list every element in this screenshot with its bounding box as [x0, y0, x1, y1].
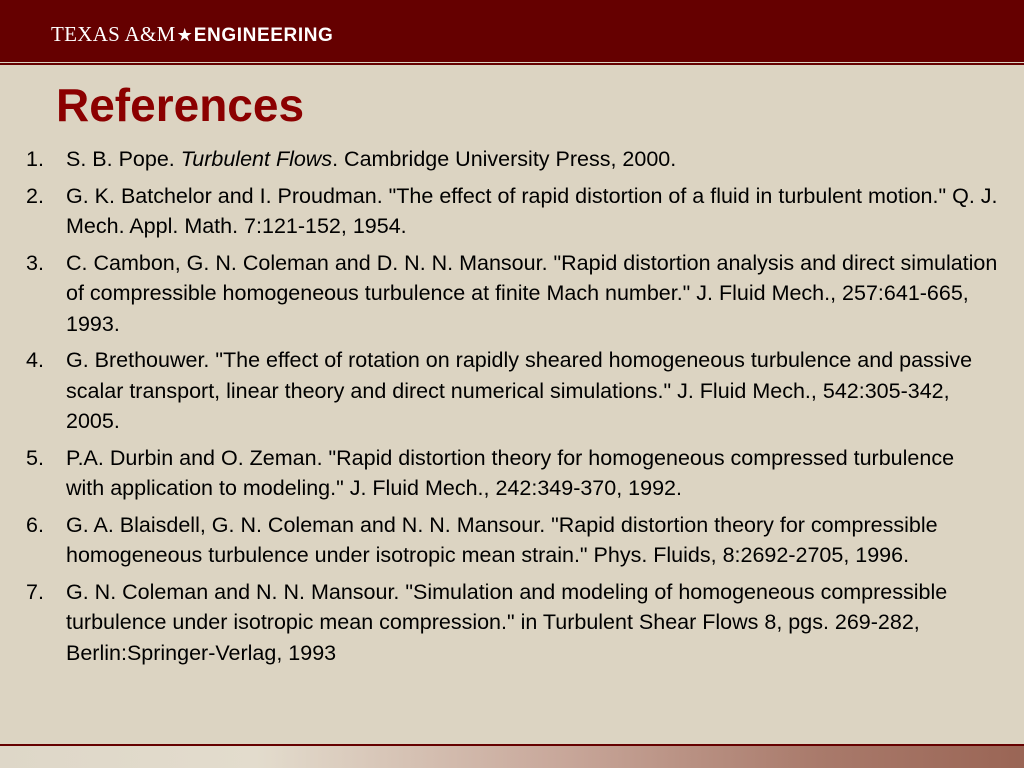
reference-pre: S. B. Pope. [66, 147, 181, 171]
reference-pre: P.A. Durbin and O. Zeman. "Rapid distortion theory for homogeneous compressed turbulence with application to modeling." J. Fluid Mech., 242:349-370, 1992. [66, 445, 955, 500]
reference-item [26, 577, 998, 669]
reference-pre: C. Cambon, G. N. Coleman and D. N. N. Mansour. "Rapid distortion analysis and direct simulation of compressible homogeneous turbulence at finite Mach number." J. Fluid Mech., 257:641-665, 1993. [66, 250, 998, 336]
reference-pre: G. N. Coleman and N. N. Mansour. "Simulation and modeling of homogeneous compressible turbulence under isotropic mean compression." in Turbulent Shear Flows 8, pgs. 269-282, Berlin:Springer-Verlag, 1993 [66, 579, 948, 665]
reference-number: 3. [26, 250, 44, 275]
reference-text [66, 345, 998, 437]
reference-pre: G. Brethouwer. "The effect of rotation on rapidly sheared homogeneous turbulence and passive scalar transport, linear theory and direct numerical simulations." J. Fluid Mech., 542:305-342, 2005. [66, 348, 973, 433]
reference-list [26, 144, 998, 674]
reference-item [26, 181, 998, 242]
reference-pre: G. K. Batchelor and I. Proudman. "The effect of rapid distortion of a fluid in turbulent motion." Q. J. Mech. Appl. Math. 7:121-152, 1954. [66, 183, 998, 238]
reference-number: 4. [26, 348, 44, 372]
reference-number: 5. [26, 445, 44, 470]
reference-italic: Turbulent Flows [180, 147, 333, 171]
reference-item [26, 248, 998, 340]
header-bar [0, 0, 1024, 62]
slide-title: References [56, 79, 305, 131]
reference-text [66, 181, 998, 242]
footer-band [0, 746, 1024, 768]
reference-number: 7. [26, 579, 44, 604]
reference-item [26, 510, 998, 571]
reference-number: 2. [26, 183, 44, 208]
reference-text [66, 248, 998, 340]
reference-text [66, 577, 998, 669]
brand-logo [51, 22, 333, 47]
reference-text [66, 510, 998, 571]
reference-item [26, 443, 998, 504]
reference-text [66, 443, 998, 504]
star-icon: ★ [176, 25, 193, 46]
reference-pre: G. A. Blaisdell, G. N. Coleman and N. N. Mansour. "Rapid distortion theory for compressible homogeneous turbulence under isotropic mean strain." Phys. Fluids, 8:2692-2705, 1996. [66, 512, 938, 567]
reference-text [66, 144, 998, 175]
brand-engineering: ENGINEERING [193, 25, 334, 46]
reference-number: 6. [26, 512, 44, 537]
reference-number: 1. [26, 147, 44, 171]
reference-post: . Cambridge University Press, 2000. [332, 147, 677, 171]
reference-item [26, 345, 998, 437]
header-divider [0, 63, 1024, 65]
brand-texas-am: TEXAS A&M [51, 22, 176, 46]
reference-item [26, 144, 998, 175]
